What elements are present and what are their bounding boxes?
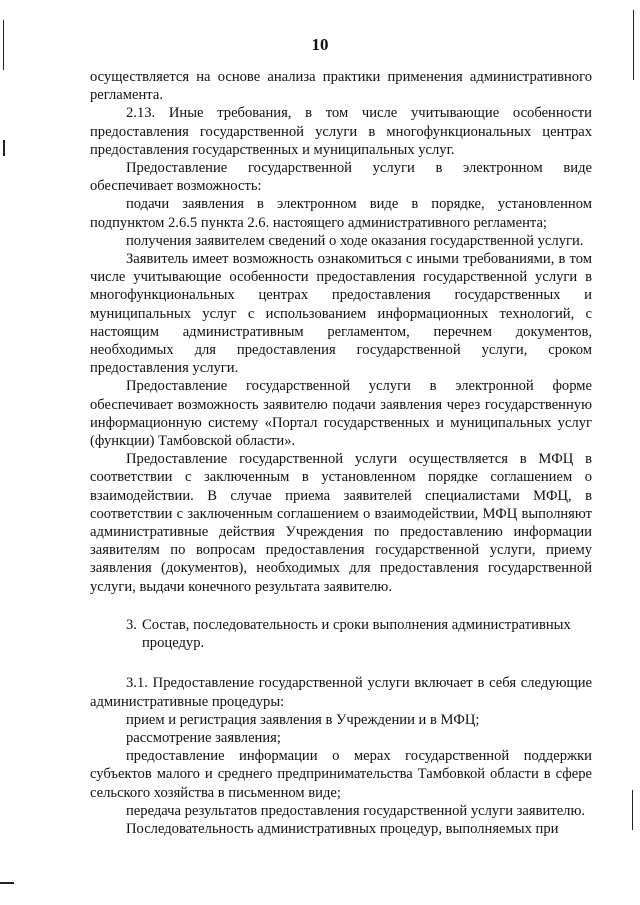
scan-edge-mark-bottom-left [0,882,14,884]
paragraph: Предоставление государственной услуги в электронной форме обеспечивает возможность заявителю подачи заявления через государственную информационную систему «Портал государственных и муниципальных услуг (функции) Тамбовской области». [90,378,592,450]
list-item: передача результатов предоставления государственной услуги заявителю. [126,802,586,819]
paragraph: 2.13. Иные требования, в том числе учитывающие особенности предоставления государственной услуги в многофункциональных центрах предоставления государственных и муниципальных услуг. [90,105,592,158]
list-item: прием и регистрация заявления в Учреждении и в МФЦ; [126,711,480,728]
paragraph: осуществляется на основе анализа практики применения административного регламента. [90,69,592,104]
paragraph: Последовательность административных процедур, выполняемых при [126,820,559,837]
document-body [90,68,592,838]
paragraph: Предоставление государственной услуги осуществляется в МФЦ в соответствии с заключенным в установленном порядке соглашением о взаимодействии. В случае приема заявителей специалистами МФЦ, в соответствии с заключенным соглашением о взаимодействии, МФЦ выполняют административные действия Учреждения по предоставлению информации заявителям по вопросам предоставления государственной услуги, приему заявления (документов), необходимых для предоставления государственной услуги, выдачи конечного результата заявителю. [90,451,592,595]
paragraph: 3.1. Предоставление государственной услуги включает в себя следующие административные процедуры: [90,675,592,710]
list-item: предоставление информации о мерах государственной поддержки субъектов малого и среднего предпринимательства Тамбовкой области в сфере сельского хозяйства в письменном виде; [90,748,592,801]
page-number: 10 [311,35,329,54]
scan-edge-mark-left [3,140,5,156]
section-title: Состав, последовательность и сроки выполнения административных процедур. [142,616,571,652]
section-number: 3. [126,616,137,633]
section-heading [90,616,592,652]
paragraph: Предоставление государственной услуги в электронном виде обеспечивает возможность: [90,160,592,195]
list-item: рассмотрение заявления; [126,729,281,746]
scan-edge-mark-right-low [632,790,633,830]
paragraph: подачи заявления в электронном виде в порядке, установленном подпунктом 2.6.5 пункта 2.6. настоящего административного регламента; [90,196,592,231]
paragraph: получения заявителем сведений о ходе оказания государственной услуги. [126,232,584,249]
paragraph: Заявитель имеет возможность ознакомиться с иными требованиями, в том числе учитывающие особенности предоставления государственной услуги в многофункциональных центрах предоставления государственных и муниципальных услуг с использованием информационных технологий, с настоящим административным регламентом, перечнем документов, необходимых для предоставления государственной услуги, сроком предоставления услуги. [90,251,592,377]
